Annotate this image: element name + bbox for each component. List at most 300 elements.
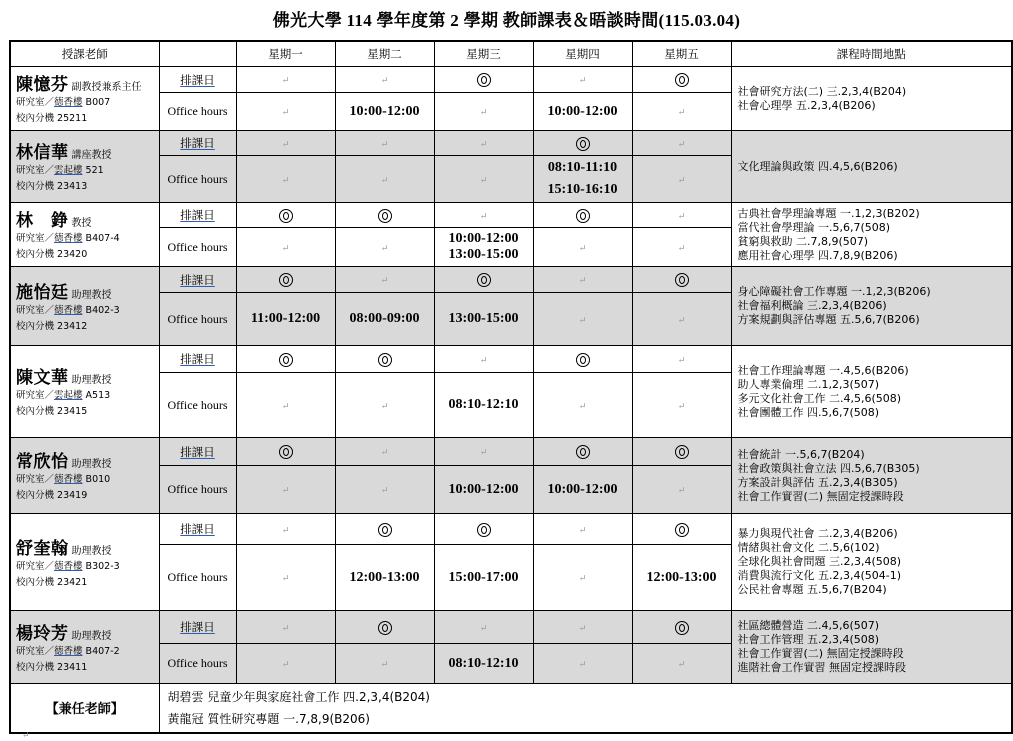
- course-entry: 進階社會工作實習 無固定授課時段: [737, 661, 906, 674]
- courses-cell: [731, 346, 1012, 438]
- office-hours-cell: [335, 228, 434, 267]
- teacher-name: 舒奎翰: [16, 538, 69, 559]
- office-hours-cell: [632, 466, 731, 514]
- part-time-row: [10, 684, 1012, 733]
- schedule-day-cell: [236, 346, 335, 373]
- course-entry: 助人專業倫理 二.1,2,3(507): [737, 377, 880, 391]
- office-hours-time: 15:00-17:00: [448, 569, 519, 585]
- schedule-day-cell: [434, 514, 533, 545]
- office-hours-cell: [533, 228, 632, 267]
- office-hours-cell: [236, 293, 335, 346]
- paragraph-mark-icon: ↵: [380, 400, 389, 411]
- schedule-day-cell: [335, 67, 434, 93]
- office-hours-cell: [533, 466, 632, 514]
- office-room: B302-3: [82, 560, 120, 572]
- office-room: B010: [82, 474, 111, 485]
- ext-prefix: 校內分機: [16, 181, 58, 192]
- teacher-cell: [10, 267, 159, 346]
- office-room: B407-2: [82, 645, 120, 657]
- course-entry: 文化理論與政策 四.4,5,6(B206): [737, 159, 898, 173]
- teacher-schedule-row: [10, 438, 1012, 466]
- office-hours-cell: [434, 156, 533, 203]
- paragraph-mark-icon: ↵: [677, 138, 686, 149]
- course-entry: 暴力與現代社會 二.2,3,4(B206): [737, 527, 898, 540]
- office-hours-label-cell: [159, 644, 236, 684]
- office-hours-cell: [434, 228, 533, 267]
- teacher-name: 楊玲芳: [16, 623, 69, 644]
- office-hours-cell: [533, 156, 632, 203]
- teacher-schedule-row: [10, 514, 1012, 545]
- double-circle-icon: [675, 445, 689, 459]
- double-circle-icon: [378, 353, 392, 367]
- part-time-list: [159, 684, 1012, 733]
- office-hours-time: 13:00-15:00: [448, 311, 519, 326]
- office-hours-cell: [434, 644, 533, 684]
- paragraph-mark-icon: ↵: [479, 622, 488, 633]
- paragraph-mark-icon: ↵: [380, 174, 389, 185]
- ext-prefix: 校內分機: [16, 661, 58, 673]
- paragraph-mark-icon: ↵: [677, 210, 686, 221]
- course-entry: 方案設計與評估 五.2,3,4(B305): [737, 475, 898, 489]
- part-time-label: 【兼任老師】: [10, 684, 159, 733]
- office-hours-cell: [533, 293, 632, 346]
- office-hours-cell: [236, 644, 335, 684]
- teacher-name: 陳憶芬: [16, 75, 69, 95]
- office-hours-time: 10:00-12:00: [448, 231, 519, 246]
- paragraph-mark-icon: ↵: [479, 447, 488, 457]
- teacher-cell: [10, 67, 159, 131]
- office-hours-time: 10:00-12:00: [448, 481, 519, 497]
- schedule-day-cell: [632, 131, 731, 156]
- course-entry: 當代社會學理論 一.5,6,7(508): [737, 220, 891, 234]
- schedule-day-cell: [236, 514, 335, 545]
- office-hours-time: 11:00-12:00: [250, 311, 321, 326]
- office-prefix: 研究室／: [16, 645, 55, 657]
- office-hours-time: 08:10-11:10: [547, 160, 618, 175]
- office-hours-label-cell: [159, 293, 236, 346]
- course-entry: 社會工作管理 五.2,3,4(508): [737, 633, 880, 646]
- paragraph-mark-icon: ↵: [281, 174, 290, 185]
- paragraph-mark-icon: ↵: [479, 210, 488, 221]
- double-circle-icon: [675, 73, 689, 87]
- office-hours-label: Office hours: [167, 171, 228, 186]
- course-entry: 情緒與社會文化 二.5,6(102): [737, 541, 880, 554]
- teacher-title: 助理教授: [71, 289, 112, 301]
- paragraph-mark-icon: ↵: [578, 573, 587, 583]
- schedule-day-cell: [533, 67, 632, 93]
- course-entry: 身心障礙社會工作專題 一.1,2,3(B206): [737, 285, 931, 298]
- schedule-day-cell: [533, 131, 632, 156]
- teacher-title: 教授: [71, 218, 92, 229]
- part-time-entry: 胡碧雲 兒童少年與家庭社會工作 四.2,3,4(B204): [167, 689, 430, 704]
- teacher-cell: [10, 346, 159, 438]
- office-prefix: 研究室／: [16, 474, 55, 485]
- course-entry: 消費與流行文化 五.2,3,4(504-1): [737, 569, 902, 582]
- paragraph-mark-icon: ↵: [578, 400, 587, 411]
- paragraph-mark-icon: ↵: [380, 242, 389, 253]
- course-entry: 古典社會學理論專題 一.1,2,3(B202): [737, 206, 920, 220]
- header-row: [10, 41, 1012, 67]
- paragraph-mark-icon: ↵: [281, 138, 290, 149]
- teacher-schedule-row: [10, 346, 1012, 373]
- office-hours-label-cell: [159, 228, 236, 267]
- paragraph-mark-icon: ↵: [677, 314, 686, 325]
- schedule-day-cell: [434, 438, 533, 466]
- office-room: B407-4: [82, 233, 120, 244]
- schedule-day-label: 排課日: [180, 136, 215, 150]
- schedule-day-cell: [632, 438, 731, 466]
- schedule-day-label-cell: [159, 438, 236, 466]
- teacher-title: 助理教授: [71, 375, 112, 386]
- schedule-day-cell: [434, 267, 533, 293]
- ext-prefix: 校內分機: [16, 490, 58, 501]
- schedule-day-cell: [335, 203, 434, 228]
- office-hours-cell: [335, 93, 434, 131]
- schedule-day-cell: [236, 67, 335, 93]
- teacher-schedule-row: [10, 67, 1012, 93]
- office-hours-cell: [434, 545, 533, 611]
- office-hours-cell: [434, 373, 533, 438]
- double-circle-icon: [675, 621, 689, 635]
- office-building: 雲起樓: [54, 390, 83, 401]
- double-circle-icon: [378, 209, 392, 223]
- ext-number: 23413: [57, 181, 88, 192]
- office-hours-cell: [236, 93, 335, 131]
- office-hours-time: 13:00-15:00: [448, 247, 519, 262]
- double-circle-icon: [279, 445, 293, 459]
- office-hours-label-cell: [159, 466, 236, 514]
- schedule-day-cell: [335, 131, 434, 156]
- ext-prefix: 校內分機: [16, 576, 58, 588]
- double-circle-icon: [279, 209, 293, 223]
- schedule-day-label-cell: [159, 67, 236, 93]
- ext-number: 23411: [57, 661, 88, 673]
- double-circle-icon: [378, 621, 392, 635]
- courses-cell: [731, 438, 1012, 514]
- ext-number: 23412: [57, 320, 88, 332]
- office-prefix: 研究室／: [16, 390, 55, 401]
- schedule-day-cell: [335, 438, 434, 466]
- teacher-schedule-row: [10, 131, 1012, 156]
- paragraph-mark-icon: ↵: [578, 275, 587, 285]
- teacher-name: 林信華: [16, 143, 69, 163]
- header-monday: 星期一: [236, 41, 335, 67]
- schedule-day-label-cell: [159, 514, 236, 545]
- double-circle-icon: [477, 523, 491, 537]
- office-building: 德香樓: [54, 97, 83, 108]
- teacher-schedule-row: [10, 203, 1012, 228]
- teacher-name: 常欣怡: [16, 452, 69, 472]
- paragraph-mark-icon: ↵: [380, 75, 389, 85]
- schedule-day-cell: [335, 611, 434, 644]
- office-room: B402-3: [82, 304, 120, 316]
- office-hours-time: 15:10-16:10: [547, 182, 618, 197]
- office-hours-cell: [632, 644, 731, 684]
- office-hours-time: 08:10-12:10: [448, 655, 519, 671]
- office-room: 521: [82, 165, 104, 176]
- ext-number: 25211: [57, 113, 88, 124]
- office-prefix: 研究室／: [16, 304, 55, 316]
- header-tuesday: 星期二: [335, 41, 434, 67]
- ext-prefix: 校內分機: [16, 320, 58, 332]
- paragraph-mark-icon: ↵: [380, 138, 389, 149]
- teacher-cell: [10, 611, 159, 684]
- paragraph-mark-icon: ↵: [281, 485, 290, 495]
- schedule-day-label-cell: [159, 203, 236, 228]
- header-thursday: 星期四: [533, 41, 632, 67]
- office-hours-cell: [434, 93, 533, 131]
- schedule-day-cell: [632, 346, 731, 373]
- teacher-schedule-row: [10, 611, 1012, 644]
- schedule-day-cell: [632, 514, 731, 545]
- course-entry: 社會研究方法(二) 三.2,3,4(B204): [737, 84, 907, 98]
- schedule-day-cell: [632, 611, 731, 644]
- office-hours-cell: [632, 545, 731, 611]
- schedule-day-cell: [533, 438, 632, 466]
- office-hours-cell: [335, 373, 434, 438]
- paragraph-mark-icon: ↵: [479, 107, 488, 117]
- schedule-day-label: 排課日: [180, 522, 215, 536]
- office-hours-cell: [533, 644, 632, 684]
- paragraph-mark-icon: ↵: [578, 524, 587, 535]
- schedule-day-cell: [632, 67, 731, 93]
- schedule-day-cell: [434, 67, 533, 93]
- schedule-day-label-cell: [159, 611, 236, 644]
- double-circle-icon: [675, 273, 689, 287]
- course-entry: 應用社會心理學 四.7,8,9(B206): [737, 248, 898, 262]
- course-entry: 社會福利概論 三.2,3,4(B206): [737, 299, 887, 312]
- paragraph-mark: ↵: [22, 730, 30, 740]
- paragraph-mark-icon: ↵: [677, 485, 686, 495]
- course-entry: 社會團體工作 四.5,6,7(508): [737, 405, 880, 419]
- schedule-day-cell: [533, 346, 632, 373]
- course-entry: 社會心理學 五.2,3,4(B206): [737, 98, 876, 112]
- schedule-day-label: 排課日: [180, 444, 215, 459]
- office-hours-label: Office hours: [167, 570, 228, 584]
- office-room: A513: [82, 390, 111, 401]
- office-hours-cell: [632, 293, 731, 346]
- paragraph-mark-icon: ↵: [677, 242, 686, 253]
- office-hours-time: 08:00-09:00: [349, 311, 420, 326]
- ext-number: 23419: [57, 490, 88, 501]
- double-circle-icon: [477, 73, 491, 87]
- schedule-day-cell: [632, 203, 731, 228]
- office-hours-time: 12:00-13:00: [349, 569, 420, 585]
- office-hours-label: Office hours: [167, 311, 228, 326]
- courses-cell: [731, 131, 1012, 203]
- schedule-day-cell: [236, 611, 335, 644]
- paragraph-mark-icon: ↵: [281, 400, 290, 411]
- schedule-day-cell: [632, 267, 731, 293]
- paragraph-mark-icon: ↵: [281, 659, 290, 669]
- header-type: [159, 41, 236, 67]
- office-hours-cell: [335, 545, 434, 611]
- office-hours-cell: [632, 373, 731, 438]
- paragraph-mark-icon: ↵: [281, 524, 290, 535]
- course-entry: 社會統計 一.5,6,7(B204): [737, 447, 865, 461]
- paragraph-mark-icon: ↵: [380, 275, 389, 285]
- office-hours-label: Office hours: [167, 239, 228, 254]
- double-circle-icon: [576, 445, 590, 459]
- office-hours-label-cell: [159, 373, 236, 438]
- paragraph-mark-icon: ↵: [281, 622, 290, 633]
- double-circle-icon: [279, 273, 293, 287]
- paragraph-mark-icon: ↵: [479, 354, 488, 365]
- teacher-cell: [10, 131, 159, 203]
- paragraph-mark-icon: ↵: [677, 354, 686, 365]
- double-circle-icon: [576, 353, 590, 367]
- schedule-day-cell: [236, 131, 335, 156]
- office-hours-cell: [632, 93, 731, 131]
- office-hours-time: 12:00-13:00: [646, 569, 717, 585]
- paragraph-mark-icon: ↵: [479, 138, 488, 149]
- schedule-day-label-cell: [159, 131, 236, 156]
- office-hours-label: Office hours: [167, 104, 228, 118]
- office-hours-cell: [335, 293, 434, 346]
- schedule-day-cell: [434, 346, 533, 373]
- office-hours-cell: [533, 545, 632, 611]
- course-entry: 全球化與社會問題 三.2,3,4(508): [737, 555, 902, 568]
- office-hours-time: 10:00-12:00: [349, 103, 420, 119]
- office-hours-cell: [632, 228, 731, 267]
- double-circle-icon: [477, 273, 491, 287]
- office-building: 德香樓: [54, 233, 83, 244]
- schedule-day-label: 排課日: [180, 208, 215, 222]
- paragraph-mark-icon: ↵: [677, 400, 686, 411]
- office-building: 德香樓: [54, 560, 83, 572]
- office-hours-cell: [236, 373, 335, 438]
- ext-number: 23421: [57, 576, 88, 588]
- teacher-name: 林 錚: [16, 211, 69, 231]
- office-hours-cell: [236, 466, 335, 514]
- courses-cell: [731, 203, 1012, 267]
- schedule-day-label: 排課日: [180, 272, 215, 287]
- office-hours-label: Office hours: [167, 656, 228, 670]
- office-hours-label-cell: [159, 545, 236, 611]
- schedule-day-cell: [533, 267, 632, 293]
- paragraph-mark-icon: ↵: [380, 447, 389, 457]
- courses-cell: [731, 611, 1012, 684]
- office-building: 德香樓: [54, 304, 83, 316]
- office-building: 德香樓: [54, 645, 83, 657]
- courses-cell: [731, 67, 1012, 131]
- paragraph-mark-icon: ↵: [380, 485, 389, 495]
- ext-prefix: 校內分機: [16, 249, 58, 260]
- schedule-day-cell: [236, 267, 335, 293]
- office-hours-label-cell: [159, 156, 236, 203]
- ext-prefix: 校內分機: [16, 406, 58, 417]
- part-time-entry: 黃龍冠 質性研究專題 一.7,8,9(B206): [167, 711, 370, 726]
- teacher-name: 陳文華: [16, 368, 69, 388]
- double-circle-icon: [576, 137, 590, 151]
- schedule-day-cell: [533, 203, 632, 228]
- schedule-day-cell: [434, 131, 533, 156]
- schedule-day-label: 排課日: [180, 72, 215, 87]
- office-hours-cell: [335, 644, 434, 684]
- office-building: 雲起樓: [54, 165, 83, 176]
- course-entry: 多元文化社會工作 二.4,5,6(508): [737, 391, 902, 405]
- paragraph-mark-icon: ↵: [677, 174, 686, 185]
- teacher-title: 講座教授: [71, 150, 112, 161]
- ext-number: 23420: [57, 249, 88, 260]
- schedule-day-cell: [236, 438, 335, 466]
- teacher-cell: [10, 514, 159, 611]
- double-circle-icon: [378, 523, 392, 537]
- header-friday: 星期五: [632, 41, 731, 67]
- courses-cell: [731, 514, 1012, 611]
- ext-number: 23415: [57, 406, 88, 417]
- office-hours-time: 10:00-12:00: [547, 103, 618, 119]
- course-entry: 社會工作理論專題 一.4,5,6(B206): [737, 363, 909, 377]
- course-entry: 方案規劃與評估專題 五.5,6,7(B206): [737, 313, 920, 326]
- office-hours-cell: [236, 545, 335, 611]
- paragraph-mark-icon: ↵: [578, 314, 587, 325]
- schedule-day-label-cell: [159, 267, 236, 293]
- paragraph-mark-icon: ↵: [281, 75, 290, 85]
- schedule-day-cell: [533, 514, 632, 545]
- double-circle-icon: [576, 209, 590, 223]
- teacher-cell: [10, 438, 159, 514]
- paragraph-mark-icon: ↵: [281, 573, 290, 583]
- office-prefix: 研究室／: [16, 97, 55, 108]
- paragraph-mark-icon: ↵: [578, 659, 587, 669]
- paragraph-mark-icon: ↵: [281, 242, 290, 253]
- paragraph-mark-icon: ↵: [578, 622, 587, 633]
- schedule-day-label-cell: [159, 346, 236, 373]
- course-entry: 社會工作實習(二) 無固定授課時段: [737, 489, 904, 503]
- office-hours-cell: [434, 293, 533, 346]
- office-prefix: 研究室／: [16, 165, 55, 176]
- schedule-day-cell: [533, 611, 632, 644]
- course-entry: 貧窮與救助 二.7,8,9(507): [737, 234, 869, 248]
- schedule-table: [9, 40, 1013, 734]
- schedule-day-label: 排課日: [180, 620, 215, 634]
- office-building: 德香樓: [54, 474, 83, 485]
- office-hours-cell: [236, 228, 335, 267]
- paragraph-mark-icon: ↵: [380, 659, 389, 669]
- courses-cell: [731, 267, 1012, 346]
- double-circle-icon: [279, 353, 293, 367]
- course-entry: 社會工作實習(二) 無固定授課時段: [737, 647, 904, 660]
- teacher-title: 助理教授: [71, 459, 112, 470]
- office-prefix: 研究室／: [16, 560, 55, 572]
- course-entry: 社會政策與社會立法 四.5,6,7(B305): [737, 461, 920, 475]
- office-hours-cell: [434, 466, 533, 514]
- office-hours-cell: [335, 466, 434, 514]
- paragraph-mark-icon: ↵: [578, 75, 587, 85]
- office-room: B007: [82, 97, 111, 108]
- schedule-day-label: 排課日: [180, 352, 215, 366]
- teacher-schedule-row: [10, 267, 1012, 293]
- ext-prefix: 校內分機: [16, 113, 58, 124]
- paragraph-mark-icon: ↵: [578, 242, 587, 253]
- office-hours-cell: [632, 156, 731, 203]
- schedule-day-cell: [434, 203, 533, 228]
- office-hours-label: Office hours: [167, 397, 228, 412]
- office-hours-cell: [236, 156, 335, 203]
- office-hours-cell: [335, 156, 434, 203]
- teacher-title: 助理教授: [71, 545, 112, 557]
- teacher-title: 助理教授: [71, 630, 112, 642]
- paragraph-mark-icon: ↵: [479, 174, 488, 185]
- header-teacher: 授課老師: [10, 41, 159, 67]
- paragraph-mark-icon: ↵: [677, 659, 686, 669]
- schedule-day-cell: [335, 267, 434, 293]
- schedule-day-cell: [236, 203, 335, 228]
- header-wednesday: 星期三: [434, 41, 533, 67]
- paragraph-mark-icon: ↵: [677, 107, 686, 117]
- course-entry: 社區總體營造 二.4,5,6(507): [737, 619, 880, 632]
